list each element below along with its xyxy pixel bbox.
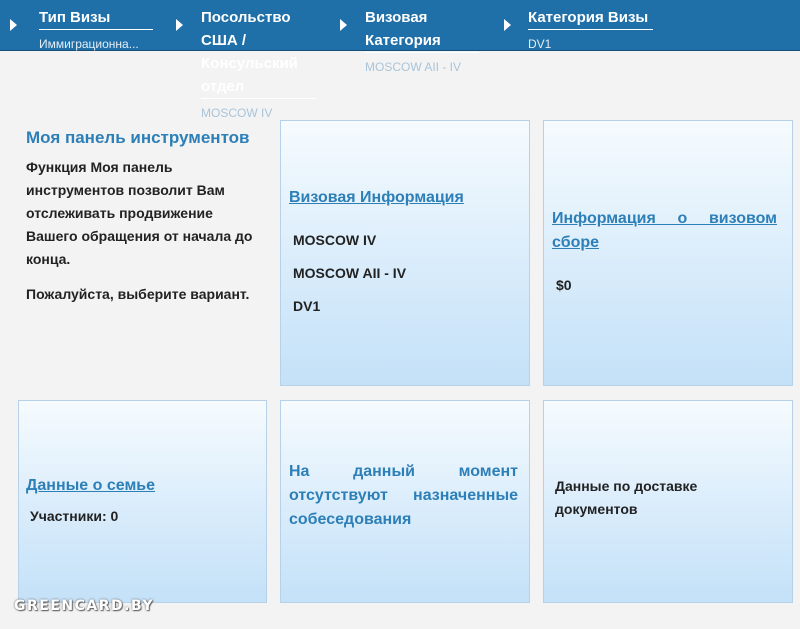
visa-info-card: [280, 120, 530, 386]
fee-amount-value: $0: [556, 277, 572, 293]
visa-post-value: MOSCOW IV: [293, 232, 377, 248]
interview-card: [280, 400, 530, 603]
delivery-card: [543, 400, 793, 603]
step-arrow-icon: [340, 19, 347, 31]
intro-prompt: Пожалуйста, выберите вариант.: [26, 286, 250, 302]
step-arrow-icon: [176, 19, 183, 31]
step-visa-class[interactable]: [528, 0, 653, 52]
step-title-line: Визовая: [365, 9, 428, 26]
step-title-line: Категория: [365, 32, 441, 49]
watermark: GREENCARD.BY: [14, 598, 154, 614]
family-card: [18, 400, 267, 603]
fee-info-card: [543, 120, 793, 386]
step-embassy[interactable]: [201, 0, 316, 121]
step-title: Категория Визы: [528, 0, 653, 30]
step-title-line: отдел: [201, 78, 245, 95]
step-subtitle: MOSCOW IV: [201, 106, 273, 120]
step-subtitle: MOSCOW AII - IV: [365, 60, 462, 74]
step-title: Тип Визы: [39, 0, 153, 30]
family-members-count: Участники: 0: [30, 508, 119, 524]
step-title-line: США /: [201, 32, 247, 49]
intro-description: Функция Моя панель инструментов позволит Вам отслеживать продвижение Вашего обращения от начала до конца.: [26, 159, 253, 267]
step-subtitle: Иммиграционна...: [39, 37, 139, 51]
visa-info-link[interactable]: Визовая Информация: [289, 189, 464, 206]
step-visa-type[interactable]: [39, 0, 153, 52]
fee-info-link[interactable]: Информация о визовом сборе: [552, 210, 777, 251]
visa-category-value: MOSCOW AII - IV: [293, 265, 407, 281]
step-title-line: Посольство: [201, 9, 291, 26]
step-arrow-icon: [10, 19, 17, 31]
delivery-info: Данные по доставке документов: [555, 478, 698, 517]
interview-status: На данный момент отсутствуют назначенные собеседования: [289, 463, 518, 528]
step-arrow-icon: [504, 19, 511, 31]
dashboard-intro: [26, 126, 266, 306]
step-visa-category[interactable]: [365, 0, 479, 75]
page-title: Моя панель инструментов: [26, 128, 250, 147]
family-info-link[interactable]: Данные о семье: [26, 477, 156, 494]
step-subtitle: DV1: [528, 37, 552, 51]
visa-class-value: DV1: [293, 298, 321, 314]
step-title-line: Консульский: [201, 55, 298, 72]
